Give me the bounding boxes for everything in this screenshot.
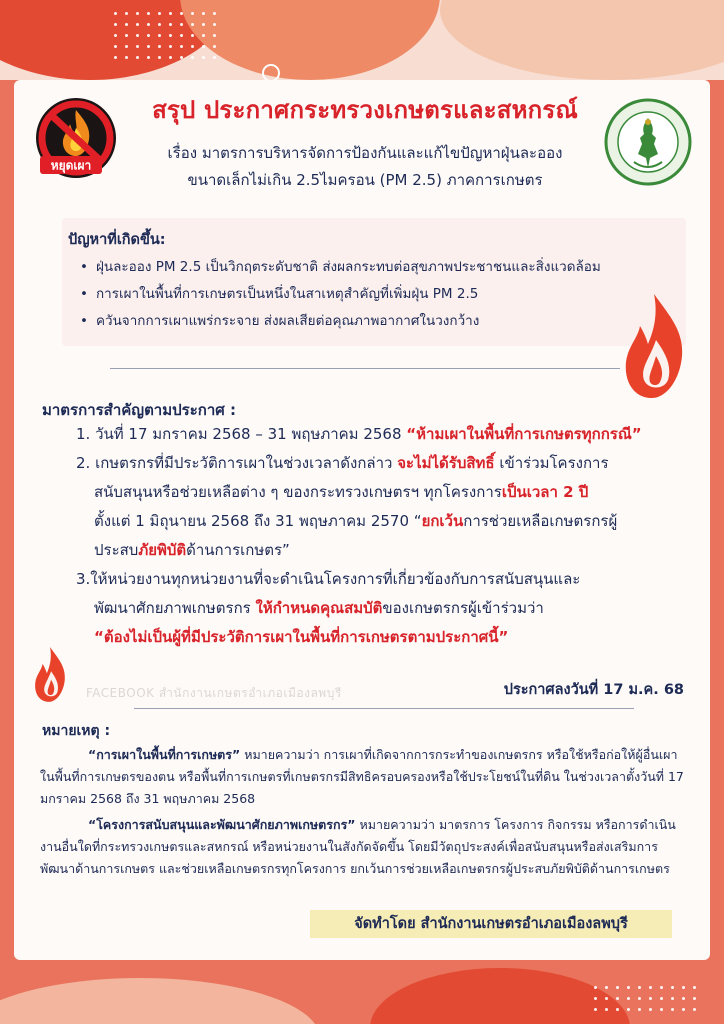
dot-pattern-decoration — [110, 8, 220, 64]
problem-item: • ควันจากการเผาแพร่กระจาย ส่งผลเสียต่อคุณภาพอากาศในวงกว้าง — [80, 308, 601, 335]
top-banner-decoration — [0, 0, 724, 80]
page-subtitle — [122, 140, 608, 194]
flame-icon-small — [30, 646, 70, 704]
credit-banner: จัดทำโดย สำนักงานเกษตรอำเภอเมืองลพบุรี — [310, 910, 672, 938]
measures-heading: มาตรการสำคัญตามประกาศ : — [42, 401, 236, 419]
flame-icon — [618, 292, 690, 402]
measure-2: 2. เกษตรกรที่มีประวัติการเผาในช่วงเวลาดังกล่าว จะไม่ได้รับสิทธิ์ เข้าร่วมโครงการ — [76, 454, 609, 472]
measures-list: 1. วันที่ 17 มกราคม 2568 – 31 พฤษภาคม 2568 “ห้ามเผาในพื้นที่การเกษตรทุกกรณี” 2. เกษตรกรที่มีประวัติการเผาในช่วงเวลาดังกล่าว จะไม่ได้รับสิทธิ์ เข้าร่วมโครงการ สนับสนุนหรือช่วยเหลือต่าง ๆ ของกระทรวงเกษตรฯ ทุกโครงการเป็นเวลา 2 ปี ตั้งแต่ 1 มิถุนายน 2568 ถึง 31 พฤษภาคม 2570 “ยกเว้นการช่วยเหลือเกษตรกรผู้ ประสบภัยพิบัติด้านการเกษตร” 3.ให้หน่วยงานทุกหน่วยงานที่จะดำเนินโครงการที่เกี่ยวข้องกับการสนับสนุนและ พัฒนาศักยภาพเกษตรกร ให้กำหนดคุณสมบัติของเกษตรกรผู้เข้าร่วมว่า “ต้องไม่เป็นผู้ที่มีประวัติการเผาในพื้นที่การเกษตรตามประกาศนี้” — [58, 420, 686, 652]
problem-item: • ฝุ่นละออง PM 2.5 เป็นวิกฤตระดับชาติ ส่งผลกระทบต่อสุขภาพประชาชนและสิ่งแวดล้อม — [80, 254, 601, 281]
problems-list — [80, 254, 601, 335]
facebook-watermark: FACEBOOK สำนักงานเกษตรอำเภอเมืองลพบุรี — [86, 686, 342, 700]
note-2: “โครงการสนับสนุนและพัฒนาศักยภาพเกษตรกร” หมายความว่า มาตรการ โครงการ กิจกรรม หรือการดำเนินงานอื่นใดที่กระทรวงเกษตรและสหกรณ์ หรือหน่วยงานในสังกัดจัดขึ้น โดยมีวัตถุประสงค์เพื่อสนับสนุนหรือส่งเสริมการพัฒนาด้านการเกษตร และช่วยเหลือเกษตรกรทุกโครงการ ยกเว้นการช่วยเหลือเกษตรกรผู้ประสบภัยพิบัติด้านการเกษตร — [40, 817, 676, 876]
measure-3: 3.ให้หน่วยงานทุกหน่วยงานที่จะดำเนินโครงการที่เกี่ยวข้องกับการสนับสนุนและ — [76, 570, 581, 588]
stop-burning-logo — [28, 94, 124, 190]
poster-card — [14, 80, 710, 960]
problems-heading: ปัญหาที่เกิดขึ้น: — [68, 232, 166, 248]
divider-2 — [134, 708, 634, 709]
announcement-date: ประกาศลงวันที่ 17 ม.ค. 68 — [503, 682, 684, 698]
logo-text: หยุดเผา — [50, 158, 92, 173]
subtitle-line-1: เรื่อง มาตรการบริหารจัดการป้องกันและแก้ไขปัญหาฝุ่นละออง — [167, 144, 563, 162]
problems-box — [62, 218, 686, 346]
ministry-seal-icon — [604, 98, 692, 186]
subtitle-line-2: ขนาดเล็กไม่เกิน 2.5ไมครอน (PM 2.5) ภาคการเกษตร — [187, 171, 543, 189]
notes-heading: หมายเหตุ : — [42, 723, 111, 739]
note-1: “การเผาในพื้นที่การเกษตร” หมายความว่า การเผาที่เกิดจากการกระทำของเกษตรกร หรือใช้หรือก่อให้ผู้อื่นเผาในพื้นที่การเกษตรของตน หรือพื้นที่การเกษตรที่เกษตรกรมีสิทธิครอบครองหรือใช้ประโยชน์ในที่ดิน ในช่วงเวลาตั้งวันที่ 17 มกราคม 2568 ถึง 31 พฤษภาคม 2568 — [40, 747, 684, 806]
page-title: สรุป ประกาศกระทรวงเกษตรและสหกรณ์ — [152, 96, 578, 124]
divider — [110, 368, 620, 369]
problem-item: • การเผาในพื้นที่การเกษตรเป็นหนึ่งในสาเหตุสำคัญที่เพิ่มฝุ่น PM 2.5 — [80, 281, 601, 308]
dot-pattern-decoration-bottom — [590, 982, 700, 1018]
measure-1: 1. วันที่ 17 มกราคม 2568 – 31 พฤษภาคม 2568 “ห้ามเผาในพื้นที่การเกษตรทุกกรณี” — [76, 425, 642, 443]
notes-body — [40, 744, 686, 884]
